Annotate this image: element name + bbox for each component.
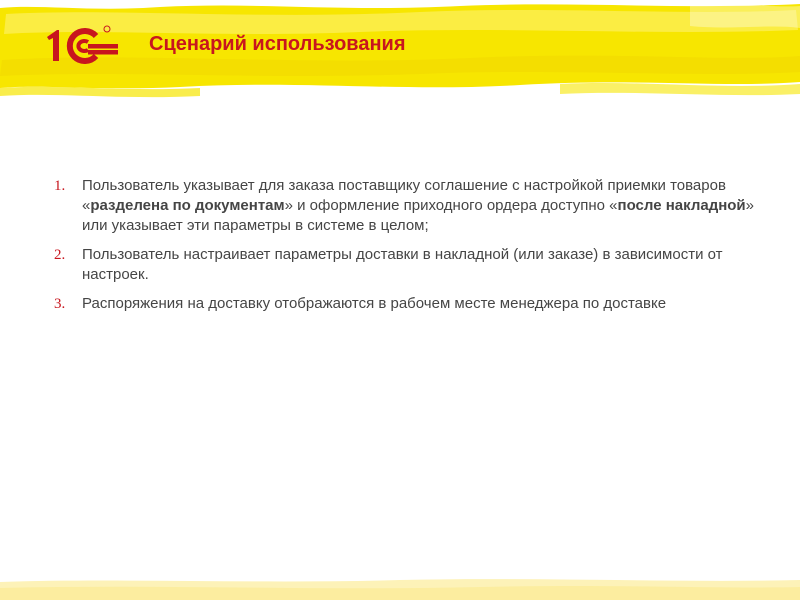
list-item xyxy=(50,176,780,236)
list-item-emphasis: разделена по документам xyxy=(90,197,285,214)
list-item xyxy=(50,294,780,314)
list-item-text: Распоряжения на доставку отображаются в рабочем месте менеджера по доставке xyxy=(82,295,667,312)
list-item-number: 2. xyxy=(54,247,66,263)
footer-yellow-band xyxy=(0,578,800,600)
list-item-emphasis: после накладной xyxy=(617,197,746,214)
list-item-text: » или указывает эти параметры в системе в целом; xyxy=(82,197,754,234)
list-item-text: Пользователь указывает для заказа поставщику соглашение с настройкой приемки товаров « xyxy=(82,177,726,214)
scenario-list xyxy=(50,176,780,323)
list-item-text: » и оформление приходного ордера доступно « xyxy=(284,197,618,214)
list-item-number: 1. xyxy=(54,178,66,194)
list-item-number: 3. xyxy=(54,296,66,312)
page-title: Сценарий использования xyxy=(149,33,406,55)
1c-logo-icon xyxy=(44,24,120,64)
list-item-text: Пользователь настраивает параметры доставки в накладной (или заказе) в зависимости от настроек. xyxy=(82,246,723,283)
list-item xyxy=(50,245,780,285)
